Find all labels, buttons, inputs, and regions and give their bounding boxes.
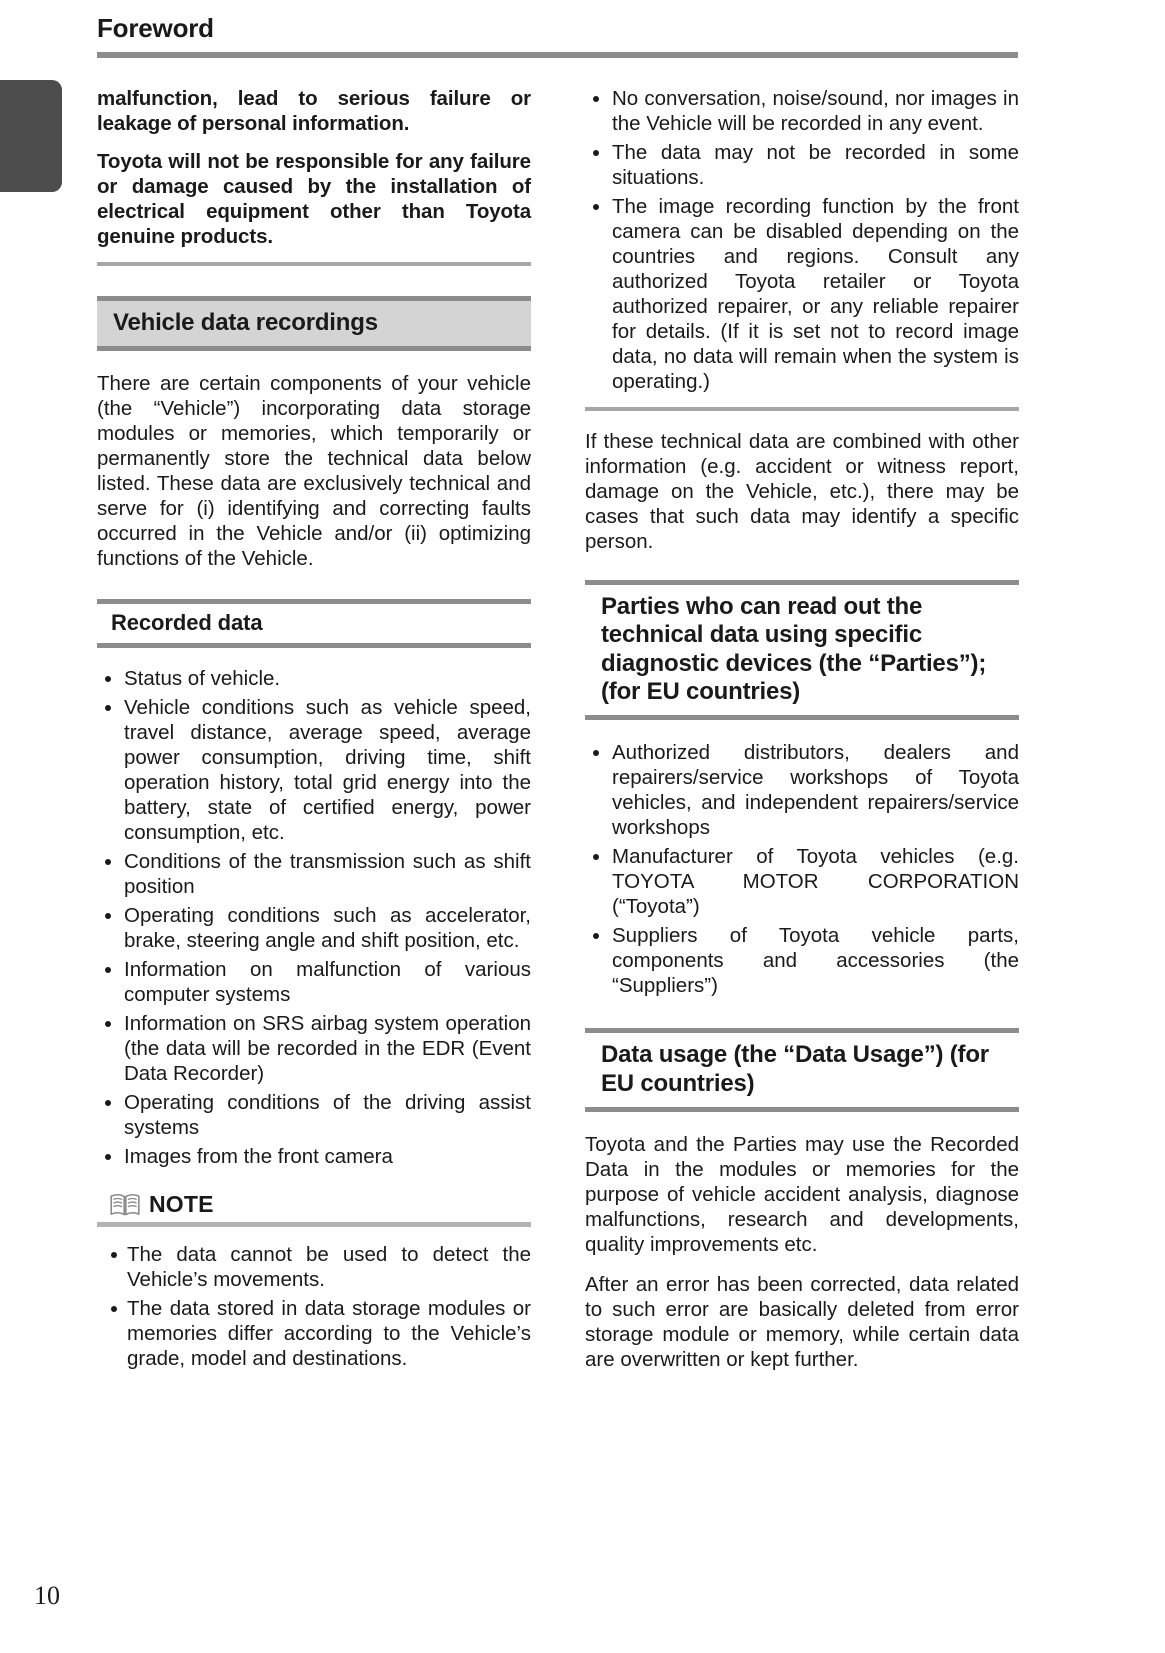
- open-book-icon: [110, 1193, 140, 1217]
- section-header-data-usage: [585, 1028, 1019, 1112]
- list-item: The image recording function by the front camera can be disabled depending on the countries and regions. Consult any authorized Toyota retailer or Toyota authorized repairer, or any reliable repairer for details. (If it is set not to record image data, no data will remain when the system is operating.): [585, 194, 1019, 394]
- section-header-label: Data usage (the “Data Usage”) (for EU countries): [601, 1041, 989, 1097]
- data-usage-paragraph-2: After an error has been corrected, data related to such error are basically deleted from error storage module or memory, while certain data are overwritten or kept further.: [585, 1272, 1019, 1371]
- list-item: Vehicle conditions such as vehicle speed, travel distance, average speed, average power consumption, driving time, shift operation history, total grid energy into the battery, state of certified energy, power consumption, etc.: [97, 695, 531, 845]
- list-item: Operating conditions such as accelerator, brake, steering angle and shift position, etc.: [97, 903, 531, 953]
- caveats-divider: [585, 407, 1019, 411]
- section-header-parties: [585, 580, 1019, 720]
- sub-header-recorded-data: [97, 599, 531, 648]
- section-intro-paragraph: There are certain components of your vehicle (the “Vehicle”) incorporating data storage modules or memories, which temporarily or permanently store the technical data below listed. These data are exclusively technical and serve for (i) identifying and correcting faults occurred in the Vehicle and/or (ii) optimizing functions of the Vehicle.: [97, 372, 531, 571]
- sub-header-label: Recorded data: [111, 610, 263, 636]
- list-item: Operating conditions of the driving assist systems: [97, 1090, 531, 1140]
- list-item: Conditions of the transmission such as shift position: [97, 849, 531, 899]
- intro-bold-paragraph-2: Toyota will not be responsible for any failure or damage caused by the installation of electrical equipment other than Toyota genuine products.: [97, 150, 531, 248]
- list-item: No conversation, noise/sound, nor images in the Vehicle will be recorded in any event.: [585, 86, 1019, 136]
- page-title: Foreword: [97, 13, 214, 43]
- parties-list: [585, 740, 1019, 998]
- section-header-label: Parties who can read out the technical data using specific diagnostic devices (the “Parties”); (for EU countries): [601, 593, 987, 705]
- list-item: Images from the front camera: [97, 1144, 531, 1169]
- combined-data-paragraph: If these technical data are combined with other information (e.g. accident or witness report, damage on the Vehicle, etc.), there may be cases that such data may identify a specific person.: [585, 430, 1019, 553]
- list-item: Status of vehicle.: [97, 666, 531, 691]
- list-item: The data stored in data storage modules or memories differ according to the Vehicle’s grade, model and destinations.: [97, 1296, 531, 1371]
- data-usage-paragraph-1: Toyota and the Parties may use the Recorded Data in the modules or memories for the purpose of vehicle accident analysis, diagnose malfunctions, research and developments, quality improvements etc.: [585, 1132, 1019, 1256]
- section-header-rule-bottom: [585, 715, 1019, 720]
- list-item: Information on malfunction of various computer systems: [97, 957, 531, 1007]
- page-number: 10: [34, 1581, 60, 1610]
- section-header-label: Vehicle data recordings: [97, 301, 531, 346]
- list-item: Manufacturer of Toyota vehicles (e.g. TOYOTA MOTOR CORPORATION (“Toyota”): [585, 844, 1019, 919]
- page-header: [97, 14, 1018, 58]
- two-column-body: [97, 86, 1018, 1372]
- section-header-rule-bottom: [585, 1107, 1019, 1112]
- list-item: The data may not be recorded in some situations.: [585, 140, 1019, 190]
- list-item: The data cannot be used to detect the Vehicle’s movements.: [97, 1242, 531, 1292]
- section-header-vehicle-data-recordings: [97, 296, 531, 351]
- recorded-data-list: [97, 666, 531, 1169]
- recording-caveats-list: [585, 86, 1019, 394]
- list-item: Suppliers of Toyota vehicle parts, components and accessories (the “Suppliers”): [585, 923, 1019, 998]
- intro-divider: [97, 262, 531, 266]
- section-tab-marker: [0, 80, 62, 192]
- note-block: [97, 1191, 531, 1371]
- note-divider: [97, 1222, 531, 1227]
- list-item: Authorized distributors, dealers and repairers/service workshops of Toyota vehicles, and independent repairers/service workshops: [585, 740, 1019, 840]
- right-column: [585, 86, 1019, 1372]
- note-list: [97, 1242, 531, 1371]
- list-item: Information on SRS airbag system operation (the data will be recorded in the EDR (Event Data Recorder): [97, 1011, 531, 1086]
- sub-header-rule-bottom: [97, 643, 531, 648]
- note-title: NOTE: [149, 1191, 214, 1218]
- note-title-row: [97, 1191, 531, 1222]
- left-column: [97, 86, 531, 1372]
- section-header-rule-bottom: [97, 346, 531, 351]
- intro-bold-paragraph-1: malfunction, lead to serious failure or leakage of personal information.: [97, 87, 531, 135]
- header-divider: [97, 52, 1018, 58]
